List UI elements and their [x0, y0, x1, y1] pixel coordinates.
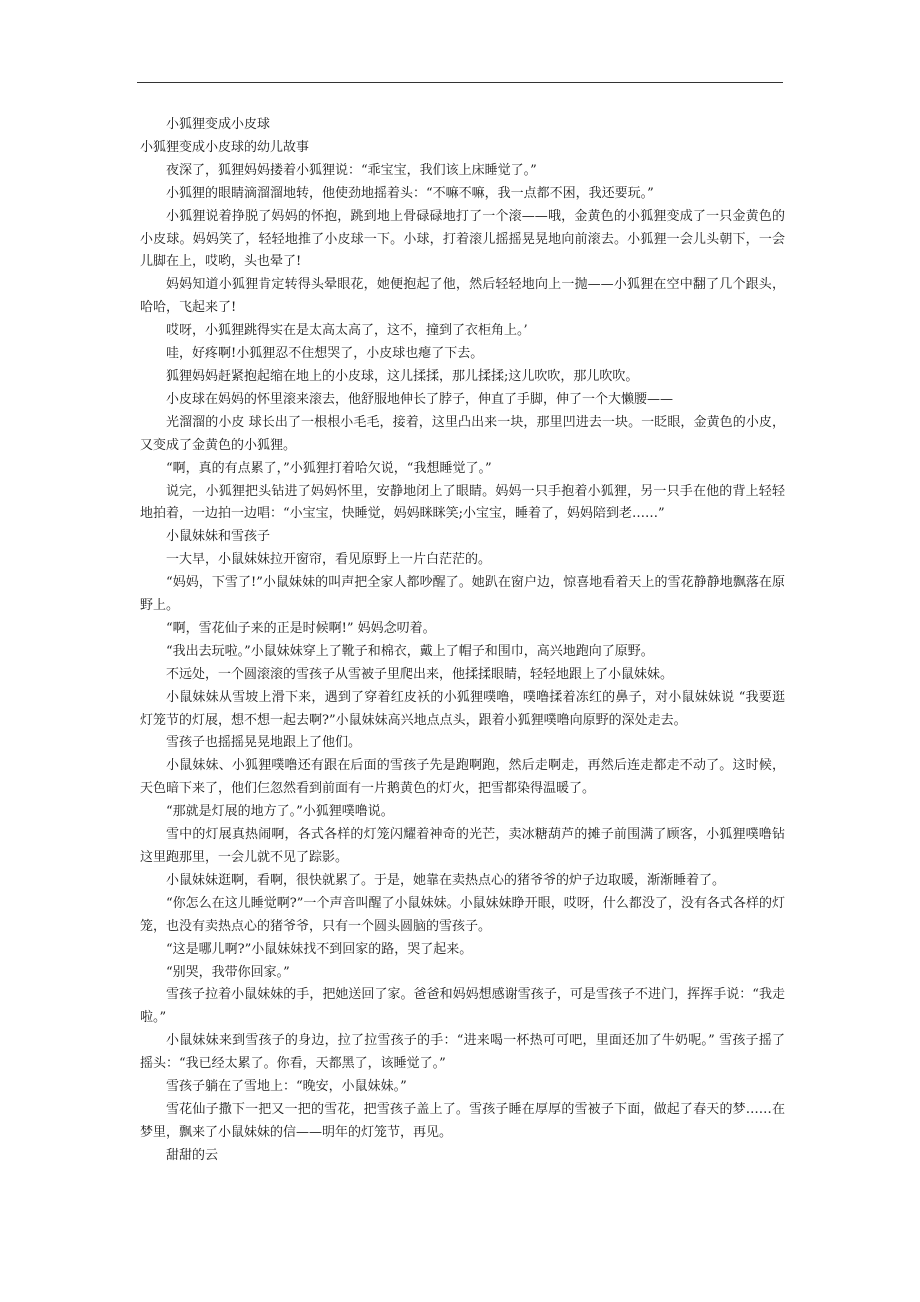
paragraph: 小鼠妹妹和雪孩子 [166, 529, 271, 545]
paragraph: 哇，好疼啊!小狐狸忍不住想哭了，小皮球也瘪了下去。 [166, 346, 484, 362]
paragraph: “我出去玩啦。”小鼠妹妹穿上了靴子和棉衣，戴上了帽子和围巾，高兴地跑向了原野。 [166, 643, 654, 659]
paragraph: 哎呀，小狐狸跳得实在是太高太高了，这不，撞到了衣柜角上。’ [166, 323, 528, 339]
paragraph: “啊，真的有点累了，”小狐狸打着哈欠说，“我想睡觉了。” [166, 460, 492, 476]
paragraph: 妈妈知道小狐狸肯定转得头晕眼花，她便抱起了他，然后轻轻地向上一抛——小狐狸在空中翻了几个跟头，哈哈，飞起来了! [140, 277, 785, 316]
paragraph: “那就是灯展的地方了。”小狐狸噗噜说。 [166, 804, 394, 820]
paragraph: “你怎么在这儿睡觉啊?”一个声音叫醒了小鼠妹妹。小鼠妹妹睁开眼，哎呀，什么都没了，没有各式各样的灯笼，也没有卖热点心的猪爷爷，只有一个圆头圆脑的雪孩子。 [140, 895, 785, 934]
paragraph: 雪中的灯展真热闹啊，各式各样的灯笼闪耀着神奇的光芒，卖冰糖葫芦的摊子前围满了顾客，小狐狸噗噜钻这里跑那里，一会儿就不见了踪影。 [140, 827, 785, 865]
paragraph: 雪孩子躺在了雪地上：“晚安，小鼠妹妹。” [166, 1079, 407, 1095]
paragraph: “啊，雪花仙子来的正是时候啊!” 妈妈念叨着。 [166, 620, 436, 636]
paragraph: 小鼠妹妹逛啊，看啊，很快就累了。于是，她靠在卖热点心的猪爷爷的炉子边取暖，渐渐睡着了。 [166, 872, 726, 888]
paragraph: 小狐狸说着挣脱了妈妈的怀抱，跳到地上骨碌碌地打了一个滚——哦，金黄色的小狐狸变成了一只金黄色的小皮球。妈妈笑了，轻轻地推了小皮球一下。小球，打着滚儿摇摇晃晃地向前滚去。小狐狸一会儿头朝下，一会儿脚在上，哎哟，头也晕了! [140, 208, 785, 270]
paragraph: 光溜溜的小皮 球长出了一根根小毛毛，接着，这里凸出来一块，那里凹进去一块。一眨眼，金黄色的小皮，又变成了金黄色的小狐狸。 [140, 414, 785, 453]
paragraph: “别哭，我带你回家。” [166, 964, 290, 980]
paragraph: 小狐狸的眼睛滴溜溜地转，他使劲地摇着头：“不嘛不嘛，我一点都不困，我还要玩。” [166, 185, 654, 201]
paragraph: 小鼠妹妹从雪坡上滑下来，遇到了穿着红皮袄的小狐狸噗噜，噗噜揉着冻红的鼻子，对小鼠妹妹说 “我要逛灯笼节的灯展，想不想一起去啊?”小鼠妹妹高兴地点点头，跟着小狐狸噗噜向原野的深处走去。 [140, 689, 785, 728]
paragraph: 不远处，一个圆滚滚的雪孩子从雪被子里爬出来，他揉揉眼睛，轻轻地跟上了小鼠妹妹。 [166, 666, 674, 682]
paragraph: 甜甜的云 [166, 1147, 219, 1163]
paragraph: “妈妈，下雪了!”小鼠妹妹的叫声把全家人都吵醒了。她趴在窗户边，惊喜地看着天上的雪花静静地飘落在原野上。 [140, 575, 785, 614]
paragraph: 一大早，小鼠妹妹拉开窗帘，看见原野上一片白茫茫的。 [166, 552, 492, 568]
paragraph: 雪孩子拉着小鼠妹妹的手，把她送回了家。爸爸和妈妈想感谢雪孩子，可是雪孩子不进门，挥挥手说：“我走啦。” [140, 987, 785, 1026]
document-body [140, 114, 785, 1168]
paragraph: 雪孩子也摇摇晃晃地跟上了他们。 [166, 735, 362, 751]
paragraph: 狐狸妈妈赶紧抱起缩在地上的小皮球，这儿揉揉，那儿揉揉;这儿吹吹，那儿吹吹。 [166, 368, 639, 384]
paragraph: 小鼠妹妹、小狐狸噗噜还有跟在后面的雪孩子先是跑啊跑，然后走啊走，再然后连走都走不动了。这时候，天色暗下来了，他们仨忽然看到前面有一片鹅黄色的灯火，把雪都染得温暖了。 [140, 758, 785, 797]
paragraph: 小狐狸变成小皮球 [166, 117, 271, 132]
paragraph: 小皮球在妈妈的怀里滚来滚去，他舒服地伸长了脖子，伸直了手脚，伸了一个大懒腰—— [166, 391, 674, 407]
paragraph: 雪花仙子撒下一把又一把的雪花，把雪孩子盖上了。雪孩子睡在厚厚的雪被子下面，做起了春天的梦……在梦里，飘来了小鼠妹妹的信——明年的灯笼节，再见。 [140, 1101, 785, 1140]
paragraph: “这是哪儿啊?”小鼠妹妹找不到回家的路，哭了起来。 [166, 941, 473, 957]
paragraph: 夜深了，狐狸妈妈搂着小狐狸说：“乖宝宝，我们该上床睡觉了。” [166, 162, 537, 178]
paragraph: 说完，小狐狸把头钻进了妈妈怀里，安静地闭上了眼睛。妈妈一只手抱着小狐狸，另一只手在他的背上轻轻地拍着，一边拍一边唱：“小宝宝，快睡觉，妈妈眯眯笑;小宝宝，睡着了，妈妈陪到老……” [140, 483, 785, 522]
header-rule [137, 82, 783, 83]
paragraph: 小狐狸变成小皮球的幼儿故事 [140, 139, 310, 155]
paragraph: 小鼠妹妹来到雪孩子的身边，拉了拉雪孩子的手：“进来喝一杯热可可吧，里面还加了牛奶呢。” 雪孩子摇了摇头：“我已经太累了。你看，天都黑了，该睡觉了。” [140, 1033, 785, 1072]
